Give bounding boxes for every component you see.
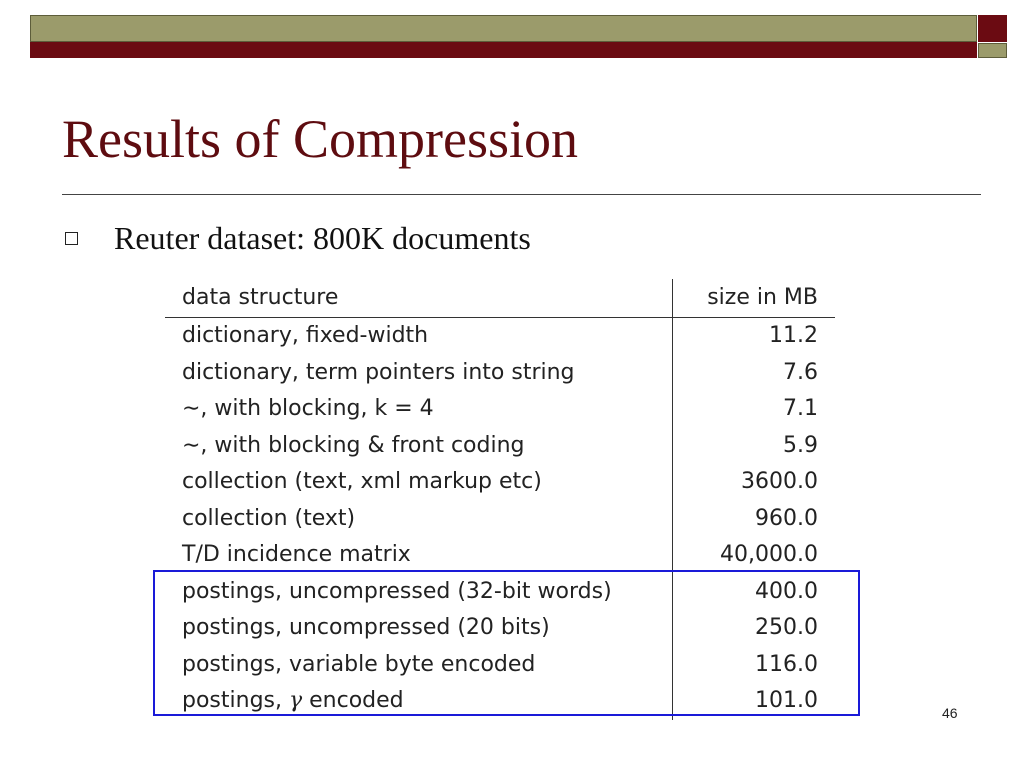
table-row [165,355,835,392]
cell-structure: ∼, with blocking, k = 4 [182,396,434,422]
page-number: 46 [942,705,958,721]
bullet-item [65,216,531,260]
cell-size: 400.0 [673,574,836,611]
table-row [165,391,835,428]
header-bar-olive [30,15,977,42]
cell-size: 40,000.0 [673,537,836,574]
header-corner-olive [978,43,1007,58]
cell-size: 3600.0 [673,464,836,501]
cell-structure: postings, uncompressed (20 bits) [182,615,550,641]
cell-structure: dictionary, fixed-width [182,323,429,349]
header-bar-maroon [30,42,977,58]
header-decoration-bar [30,15,1007,58]
cell-structure: dictionary, term pointers into string [182,359,575,385]
cell-structure: collection (text) [182,505,356,531]
table-row [165,428,835,465]
cell-size: 11.2 [673,318,836,355]
table-row [165,464,835,501]
table-row [165,537,835,574]
title-underline [62,194,981,195]
cell-structure: postings, uncompressed (32-bit words) [182,578,612,604]
cell-structure: postings, variable byte encoded [182,651,536,677]
table-row [165,318,835,355]
cell-structure: collection (text, xml markup etc) [182,469,542,495]
cell-size: 250.0 [673,610,836,647]
gamma-symbol: γ [288,688,303,714]
column-header-data-structure: data structure [182,285,339,310]
cell-structure-prefix: postings, [182,688,289,714]
cell-size: 960.0 [673,501,836,538]
bullet-text: Reuter dataset: 800K documents [114,219,531,256]
cell-size: 116.0 [673,647,836,684]
cell-size: 7.6 [673,355,836,392]
header-corner-maroon [978,15,1007,42]
cell-structure: ∼, with blocking & front coding [182,432,525,458]
hollow-square-bullet-icon [65,232,78,245]
cell-structure: T/D incidence matrix [182,542,411,568]
cell-structure-suffix: encoded [302,688,404,714]
cell-size: 5.9 [673,428,836,465]
cell-size: 7.1 [673,391,836,428]
cell-size: 101.0 [673,683,836,720]
table-row [165,501,835,538]
column-header-size: size in MB [673,279,836,318]
postings-highlight-box [153,570,860,716]
slide-title: Results of Compression [62,109,579,169]
table-header-row [165,279,835,318]
